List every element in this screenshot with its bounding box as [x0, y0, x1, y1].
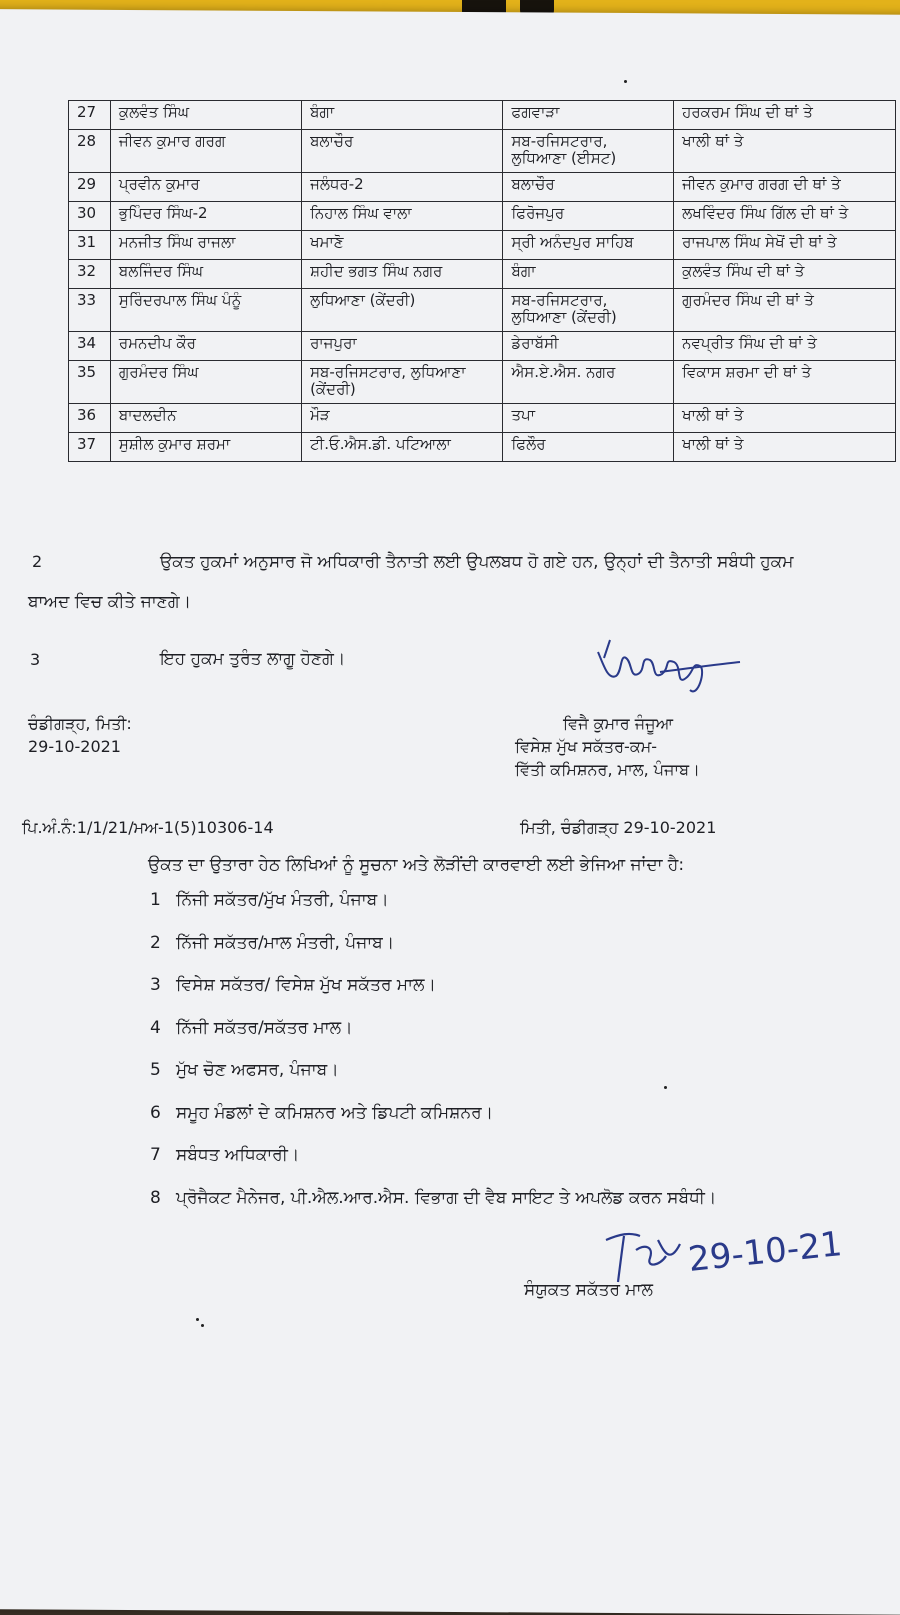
endorsement-date: ਮਿਤੀ, ਚੰਡੀਗੜ੍ਹ 29-10-2021: [520, 818, 717, 837]
signatory-title-1: ਵਿਸੇਸ਼ ਮੁੱਖ ਸਕੱਤਰ-ਕਮ-: [515, 737, 658, 756]
place-date-block: [28, 712, 132, 758]
postings-table: [68, 100, 896, 462]
place-label: ਚੰਡੀਗੜ੍ਹ, ਮਿਤੀ:: [28, 714, 132, 733]
endorsement-ref: ਪਿ.ਅੰ.ਨੰ:1/1/21/ਮਅ-1(5)10306-14: [22, 818, 274, 837]
clause-number: 2: [32, 552, 43, 571]
clause-2-line-1: ਉਕਤ ਹੁਕਮਾਂ ਅਨੁਸਾਰ ਜੋ ਅਧਿਕਾਰੀ ਤੈਨਾਤੀ ਲਈ ਉਪਲਬਧ ਹੋ ਗਏ ਹਨ, ਉਨ੍ਹਾਂ ਦੀ ਤੈਨਾਤੀ ਸਬੰਧੀ ਹੁਕਮ: [160, 552, 794, 572]
list-item: 6 ਸਮੂਹ ਮੰਡਲਾਂ ਦੇ ਕਮਿਸ਼ਨਰ ਅਤੇ ਡਿਪਟੀ ਕਮਿਸ਼ਨਰ।: [150, 1102, 494, 1123]
table-row: 33 ਸੁਰਿੰਦਰਪਾਲ ਸਿੰਘ ਪੰਨੂੰ ਲੁਧਿਆਣਾ (ਕੇਂਦਰੀ) ਸਬ-ਰਜਿਸਟਰਾਰ, ਲੁਧਿਆਣਾ (ਕੇਂਦਰੀ) ਗੁਰਮੰਦਰ ਸਿੰਘ ਦੀ ਥਾਂ ਤੇ: [69, 289, 896, 332]
table-row: 32 ਬਲਜਿੰਦਰ ਸਿੰਘ ਸ਼ਹੀਦ ਭਗਤ ਸਿੰਘ ਨਗਰ ਬੰਗਾ ਕੁਲਵੰਤ ਸਿੰਘ ਦੀ ਥਾਂ ਤੇ: [69, 260, 896, 289]
signatory-title-2: ਵਿੱਤੀ ਕਮਿਸ਼ਨਰ, ਮਾਲ, ਪੰਜਾਬ।: [515, 760, 700, 779]
list-item: 7 ਸਬੰਧਤ ਅਧਿਕਾਰੀ।: [150, 1145, 300, 1165]
clause-number: 3: [30, 650, 41, 669]
handwritten-signature: [590, 632, 760, 707]
handwritten-date: 29-10-21: [686, 1224, 844, 1280]
endorsement-intro: ਉਕਤ ਦਾ ਉਤਾਰਾ ਹੇਠ ਲਿਖਿਆਂ ਨੂੰ ਸੂਚਨਾ ਅਤੇ ਲੋੜੀਂਦੀ ਕਾਰਵਾਈ ਲਈ ਭੇਜਿਆ ਜਾਂਦਾ ਹੈ:: [148, 855, 685, 875]
list-item: 5 ਮੁੱਖ ਚੋਣ ਅਫਸਰ, ਪੰਜਾਬ।: [150, 1060, 339, 1080]
list-item: 1 ਨਿੱਜੀ ਸਕੱਤਰ/ਮੁੱਖ ਮੰਤਰੀ, ਪੰਜਾਬ।: [150, 890, 389, 910]
table-row: 36 ਬਾਦਲਦੀਨ ਮੌੜ ਤਪਾ ਖਾਲੀ ਥਾਂ ਤੇ: [69, 404, 896, 433]
clause-3-text: ਇਹ ਹੁਕਮ ਤੁਰੰਤ ਲਾਗੂ ਹੋਣਗੇ।: [160, 649, 346, 669]
table-row: 28 ਜੀਵਨ ਕੁਮਾਰ ਗਰਗ ਬਲਾਚੌਰ ਸਬ-ਰਜਿਸਟਰਾਰ, ਲੁਧਿਆਣਾ (ਈਸਟ) ਖਾਲੀ ਥਾਂ ਤੇ: [69, 130, 896, 173]
table-row: 31 ਮਨਜੀਤ ਸਿੰਘ ਰਾਜਲਾ ਖਮਾਣੋ ਸ੍ਰੀ ਅਨੰਦਪੁਰ ਸਾਹਿਬ ਰਾਜਪਾਲ ਸਿੰਘ ਸੇਖੋਂ ਦੀ ਥਾਂ ਤੇ: [69, 231, 896, 260]
table-row: 30 ਭੁਪਿੰਦਰ ਸਿੰਘ-2 ਨਿਹਾਲ ਸਿੰਘ ਵਾਲਾ ਫਿਰੋਜਪੁਰ ਲਖਵਿੰਦਰ ਸਿੰਘ ਗਿੱਲ ਦੀ ਥਾਂ ਤੇ: [69, 202, 896, 231]
list-item: 8 ਪ੍ਰੋਜੈਕਟ ਮੈਨੇਜਰ, ਪੀ.ਐਲ.ਆਰ.ਐਸ. ਵਿਭਾਗ ਦੀ ਵੈਬ ਸਾਇਟ ਤੇ ਅਪਲੋਡ ਕਰਨ ਸਬੰਧੀ।: [150, 1187, 717, 1208]
list-item: 2 ਨਿੱਜੀ ਸਕੱਤਰ/ਮਾਲ ਮੰਤਰੀ, ਪੰਜਾਬ।: [150, 932, 395, 953]
table-row: 34 ਰਮਨਦੀਪ ਕੌਰ ਰਾਜਪੁਰਾ ਡੇਰਾਬੱਸੀ ਨਵਪ੍ਰੀਤ ਸਿੰਘ ਦੀ ਥਾਂ ਤੇ: [69, 332, 896, 361]
signatory-block: [515, 712, 700, 781]
clause-2-line-2: ਬਾਅਦ ਵਿਚ ਕੀਤੇ ਜਾਣਗੇ।: [28, 592, 192, 612]
list-item: 4 ਨਿੱਜੀ ਸਕੱਤਰ/ਸਕੱਤਰ ਮਾਲ।: [150, 1017, 353, 1038]
recipient-list: [150, 890, 716, 1230]
signatory-name: ਵਿਜੈ ਕੁਮਾਰ ਜੰਜੂਆ: [563, 714, 674, 733]
order-date: 29-10-2021: [28, 737, 121, 756]
joint-secretary-signer: ਸੰਯੁਕਤ ਸਕੱਤਰ ਮਾਲ: [524, 1280, 653, 1300]
table-row: 37 ਸੁਸ਼ੀਲ ਕੁਮਾਰ ਸ਼ਰਮਾ ਟੀ.ਓ.ਐਸ.ਡੀ. ਪਟਿਆਲਾ ਫਿਲੌਰ ਖਾਲੀ ਥਾਂ ਤੇ: [69, 433, 896, 462]
table-row: 35 ਗੁਰਮੰਦਰ ਸਿੰਘ ਸਬ-ਰਜਿਸਟਰਾਰ, ਲੁਧਿਆਣਾ (ਕੇਂਦਰੀ) ਐਸ.ਏ.ਐਸ. ਨਗਰ ਵਿਕਾਸ ਸ਼ਰਮਾ ਦੀ ਥਾਂ ਤੇ: [69, 361, 896, 404]
table-row: 27 ਕੁਲਵੰਤ ਸਿੰਘ ਬੰਗਾ ਫਗਵਾੜਾ ਹਰਕਰਮ ਸਿੰਘ ਦੀ ਥਾਂ ਤੇ: [69, 101, 896, 130]
list-item: 3 ਵਿਸੇਸ਼ ਸਕੱਤਰ/ ਵਿਸੇਸ਼ ਮੁੱਖ ਸਕੱਤਰ ਮਾਲ।: [150, 975, 436, 995]
table-row: 29 ਪ੍ਰਵੀਨ ਕੁਮਾਰ ਜਲੰਧਰ-2 ਬਲਾਚੌਰ ਜੀਵਨ ਕੁਮਾਰ ਗਰਗ ਦੀ ਥਾਂ ਤੇ: [69, 173, 896, 202]
